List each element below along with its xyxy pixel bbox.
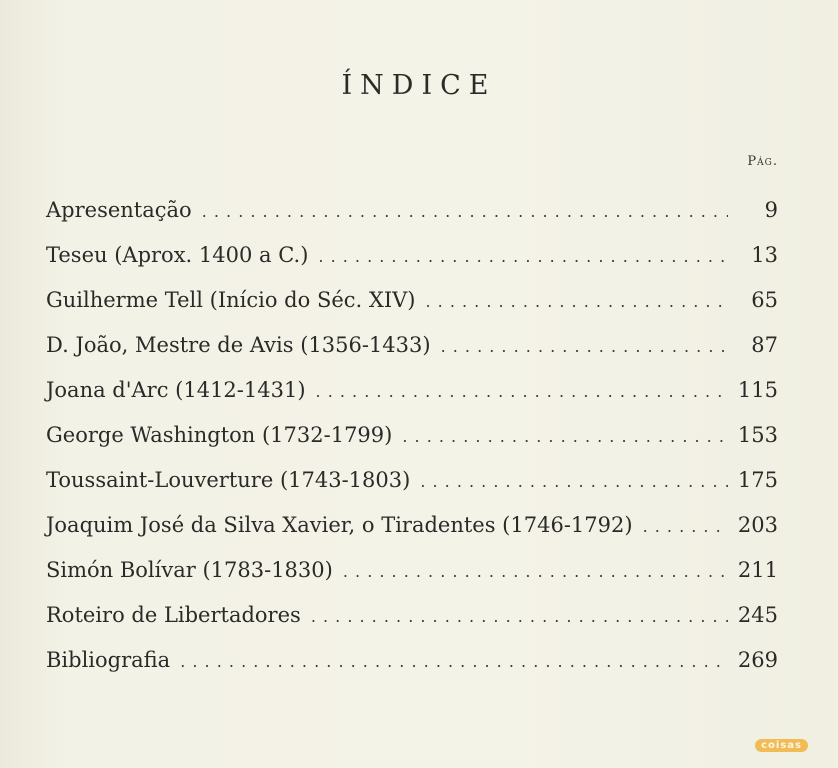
- toc-entry: [46, 645, 778, 690]
- dot-leader: [441, 332, 728, 362]
- toc-entry: [46, 375, 778, 420]
- toc-entry: [46, 420, 778, 465]
- toc-entry-page: 87: [751, 333, 778, 357]
- toc-entry-page: 153: [737, 423, 778, 447]
- dot-leader: [316, 377, 728, 407]
- toc-entry: [46, 555, 778, 600]
- toc-entry-page: 269: [737, 648, 778, 672]
- toc-entry-page: 245: [737, 603, 778, 627]
- toc-entry-label: Simón Bolívar (1783-1830): [46, 558, 333, 582]
- dot-leader: [425, 287, 728, 317]
- toc-entry-label: Apresentação: [46, 198, 192, 222]
- toc-entry-label: Joana d'Arc (1412-1431): [46, 378, 306, 402]
- toc-entry: [46, 465, 778, 510]
- toc-entry-page: 203: [737, 513, 778, 537]
- dot-leader: [202, 197, 728, 227]
- page-title: ÍNDICE: [341, 70, 497, 102]
- dot-leader: [311, 602, 728, 632]
- toc-entry: [46, 195, 778, 240]
- toc-entry: [46, 330, 778, 375]
- toc-entry-page: 13: [751, 243, 778, 267]
- table-of-contents: [46, 195, 778, 690]
- dot-leader: [643, 512, 728, 542]
- dot-leader: [343, 557, 728, 587]
- toc-entry: [46, 240, 778, 285]
- toc-entry-label: Bibliografia: [46, 648, 171, 672]
- dot-leader: [402, 422, 728, 452]
- toc-entry-label: Toussaint-Louverture (1743-1803): [46, 468, 411, 492]
- toc-entry: [46, 285, 778, 330]
- toc-entry-label: Roteiro de Libertadores: [46, 603, 301, 627]
- toc-entry: [46, 510, 778, 555]
- toc-entry-page: 9: [764, 198, 778, 222]
- toc-entry: [46, 600, 778, 645]
- toc-entry-label: George Washington (1732-1799): [46, 423, 393, 447]
- toc-entry-page: 175: [737, 468, 778, 492]
- toc-entry-label: D. João, Mestre de Avis (1356-1433): [46, 333, 431, 357]
- toc-entry-label: Teseu (Aprox. 1400 a C.): [46, 243, 309, 267]
- dot-leader: [318, 242, 728, 272]
- toc-entry-page: 211: [737, 558, 778, 582]
- page-column-label: Pág.: [747, 154, 778, 169]
- toc-entry-page: 115: [737, 378, 778, 402]
- toc-entry-page: 65: [751, 288, 778, 312]
- toc-entry-label: Joaquim José da Silva Xavier, o Tiradentes (1746-1792): [46, 513, 633, 537]
- watermark-logo: coisas: [755, 739, 808, 752]
- toc-entry-label: Guilherme Tell (Início do Séc. XIV): [46, 288, 416, 312]
- dot-leader: [180, 647, 728, 677]
- dot-leader: [420, 467, 728, 497]
